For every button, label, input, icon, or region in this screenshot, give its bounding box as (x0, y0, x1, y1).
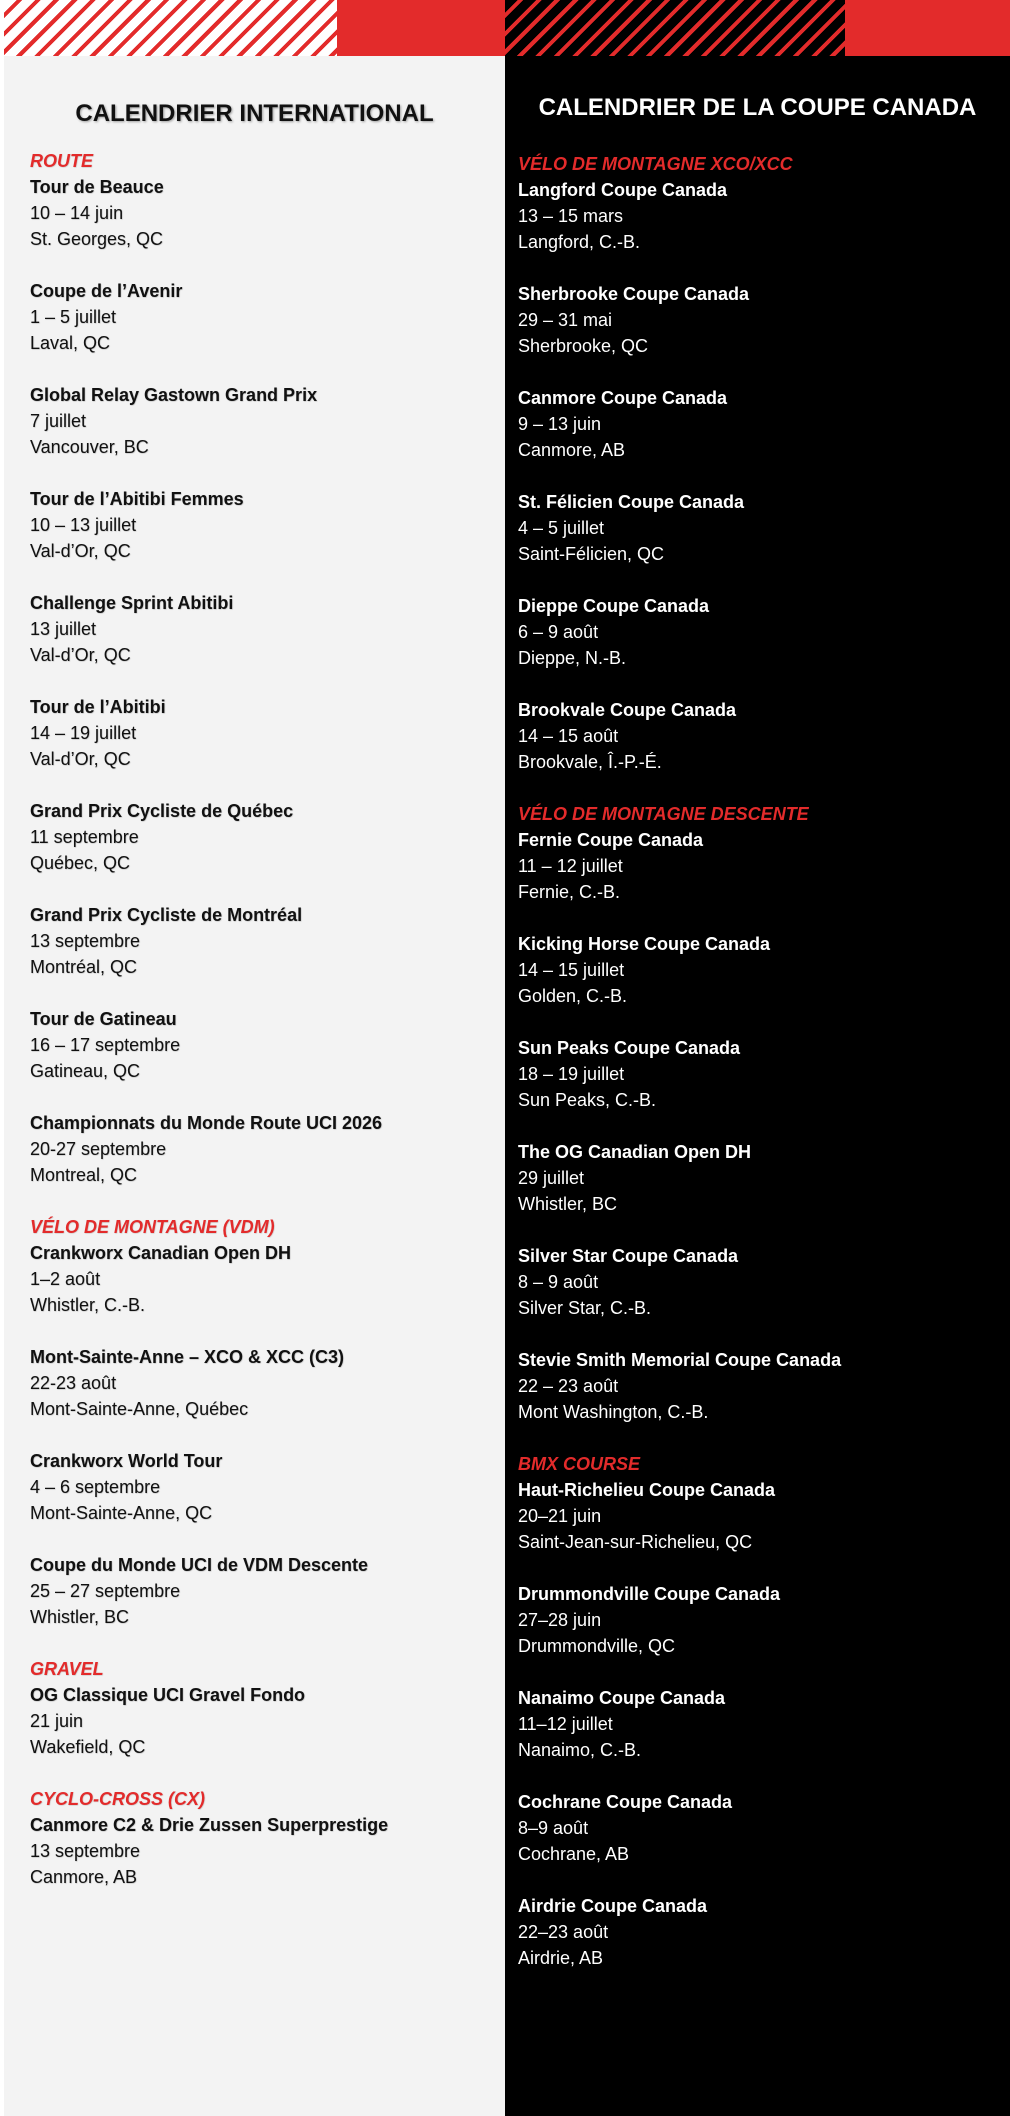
event-location: Vancouver, BC (30, 437, 149, 457)
event-name: Drummondville Coupe Canada (518, 1584, 781, 1604)
event-dates: 20–21 juin (518, 1506, 602, 1526)
decorative-banner-left (4, 0, 505, 56)
event-item (30, 798, 495, 876)
event-dates: 10 – 14 juin (30, 203, 124, 223)
red-block-decoration (337, 0, 505, 56)
international-event-list (30, 148, 495, 1916)
event-location: Mont-Sainte-Anne, QC (30, 1503, 213, 1523)
event-dates: 14 – 15 juillet (518, 960, 625, 980)
event-location: Laval, QC (30, 333, 111, 353)
red-block-decoration (845, 0, 1010, 56)
diagonal-stripes-decoration (4, 0, 337, 56)
event-item (518, 697, 1000, 775)
event-location: Wakefield, QC (30, 1737, 146, 1757)
event-name: Brookvale Coupe Canada (518, 700, 737, 720)
event-dates: 20-27 septembre (30, 1139, 167, 1159)
event-name: Tour de Gatineau (30, 1009, 177, 1029)
event-item (518, 593, 1000, 671)
event-name: Mont-Sainte-Anne – XCO & XCC (C3) (30, 1347, 345, 1367)
category-heading: GRAVEL (30, 1659, 104, 1679)
event-item (30, 174, 495, 252)
canada-cup-title: CALENDRIER DE LA COUPE CANADA (538, 94, 977, 121)
event-location: Dieppe, N.-B. (518, 648, 627, 668)
event-location: Drummondville, QC (518, 1636, 676, 1656)
event-location: Nanaimo, C.-B. (518, 1740, 642, 1760)
category-heading: VÉLO DE MONTAGNE DESCENTE (518, 804, 809, 824)
event-name: Sun Peaks Coupe Canada (518, 1038, 741, 1058)
event-location: Fernie, C.-B. (518, 882, 621, 902)
event-item (30, 278, 495, 356)
event-dates: 8 – 9 août (518, 1272, 599, 1292)
category-heading: ROUTE (30, 151, 93, 171)
event-name: Langford Coupe Canada (518, 180, 728, 200)
event-location: Cochrane, AB (518, 1844, 630, 1864)
event-item (30, 902, 495, 980)
event-name: Stevie Smith Memorial Coupe Canada (518, 1350, 842, 1370)
event-item (30, 590, 495, 668)
event-dates: 29 juillet (518, 1168, 585, 1188)
event-item (518, 177, 1000, 255)
event-location: Val-d’Or, QC (30, 645, 131, 665)
event-dates: 22 – 23 août (518, 1376, 619, 1396)
event-item (518, 1789, 1000, 1867)
event-dates: 1–2 août (30, 1269, 101, 1289)
event-name: Sherbrooke Coupe Canada (518, 284, 750, 304)
event-location: Sherbrooke, QC (518, 336, 649, 356)
event-item (30, 1240, 495, 1318)
event-item (518, 1893, 1000, 1971)
event-dates: 25 – 27 septembre (30, 1581, 181, 1601)
event-dates: 27–28 juin (518, 1610, 602, 1630)
event-name: Kicking Horse Coupe Canada (518, 934, 771, 954)
event-name: Global Relay Gastown Grand Prix (30, 385, 318, 405)
event-name: Canmore Coupe Canada (518, 388, 728, 408)
event-dates: 18 – 19 juillet (518, 1064, 625, 1084)
event-location: Montreal, QC (30, 1165, 138, 1185)
category-heading: CYCLO-CROSS (CX) (30, 1789, 205, 1809)
event-name: Airdrie Coupe Canada (518, 1896, 708, 1916)
event-name: Nanaimo Coupe Canada (518, 1688, 726, 1708)
event-name: Championnats du Monde Route UCI 2026 (30, 1113, 383, 1133)
event-dates: 11 – 12 juillet (518, 856, 623, 876)
event-dates: 29 – 31 mai (518, 310, 613, 330)
event-dates: 4 – 5 juillet (518, 518, 605, 538)
event-item (30, 1006, 495, 1084)
event-name: Grand Prix Cycliste de Montréal (30, 905, 303, 925)
event-dates: 13 septembre (30, 1841, 141, 1861)
event-dates: 14 – 19 juillet (30, 723, 137, 743)
event-location: Whistler, C.-B. (30, 1295, 146, 1315)
decorative-banner-right (505, 0, 1010, 56)
event-location: Montréal, QC (30, 957, 138, 977)
event-dates: 9 – 13 juin (518, 414, 602, 434)
event-dates: 8–9 août (518, 1818, 589, 1838)
event-name: Crankworx Canadian Open DH (30, 1243, 292, 1263)
event-item (30, 1812, 495, 1890)
event-name: Tour de Beauce (30, 177, 164, 197)
event-item (518, 489, 1000, 567)
event-item (518, 1139, 1000, 1217)
event-dates: 22–23 août (518, 1922, 609, 1942)
event-item (30, 382, 495, 460)
event-location: Langford, C.-B. (518, 232, 641, 252)
event-name: Cochrane Coupe Canada (518, 1792, 733, 1812)
category-heading: VÉLO DE MONTAGNE (VDM) (30, 1217, 275, 1237)
event-item (30, 486, 495, 564)
event-item (30, 1682, 495, 1760)
event-name: Tour de l’Abitibi Femmes (30, 489, 244, 509)
event-dates: 13 septembre (30, 931, 141, 951)
event-location: Val-d’Or, QC (30, 541, 131, 561)
event-location: Saint-Félicien, QC (518, 544, 665, 564)
international-title: CALENDRIER INTERNATIONAL (75, 100, 434, 127)
event-item (30, 1552, 495, 1630)
event-location: Canmore, AB (518, 440, 626, 460)
event-item (30, 1344, 495, 1422)
event-item (30, 694, 495, 772)
event-name: Crankworx World Tour (30, 1451, 223, 1471)
event-location: Sun Peaks, C.-B. (518, 1090, 657, 1110)
event-location: Brookvale, Î.-P.-É. (518, 752, 662, 772)
event-name: Silver Star Coupe Canada (518, 1246, 739, 1266)
event-location: Mont Washington, C.-B. (518, 1402, 709, 1422)
event-location: Whistler, BC (518, 1194, 618, 1214)
event-dates: 13 juillet (30, 619, 97, 639)
event-location: Mont-Sainte-Anne, Québec (30, 1399, 249, 1419)
event-item (518, 1685, 1000, 1763)
event-item (518, 827, 1000, 905)
event-item (518, 281, 1000, 359)
event-dates: 21 juin (30, 1711, 84, 1731)
event-name: Tour de l’Abitibi (30, 697, 166, 717)
diagonal-stripes-decoration (505, 0, 845, 56)
event-dates: 11–12 juillet (518, 1714, 613, 1734)
event-item (518, 385, 1000, 463)
event-location: Gatineau, QC (30, 1061, 141, 1081)
event-location: Airdrie, AB (518, 1948, 604, 1968)
event-dates: 1 – 5 juillet (30, 307, 117, 327)
event-name: OG Classique UCI Gravel Fondo (30, 1685, 306, 1705)
event-location: Silver Star, C.-B. (518, 1298, 652, 1318)
event-location: Golden, C.-B. (518, 986, 628, 1006)
event-name: St. Félicien Coupe Canada (518, 492, 745, 512)
event-dates: 14 – 15 août (518, 726, 619, 746)
category-heading: BMX COURSE (518, 1454, 641, 1474)
event-location: Whistler, BC (30, 1607, 130, 1627)
event-item (518, 1347, 1000, 1425)
event-location: Canmore, AB (30, 1867, 138, 1887)
event-name: The OG Canadian Open DH (518, 1142, 752, 1162)
event-name: Canmore C2 & Drie Zussen Superprestige (30, 1815, 389, 1835)
event-name: Grand Prix Cycliste de Québec (30, 801, 294, 821)
canada-cup-column (505, 0, 1010, 2116)
event-item (518, 1243, 1000, 1321)
event-dates: 22-23 août (30, 1373, 117, 1393)
event-item (30, 1448, 495, 1526)
event-item (518, 931, 1000, 1009)
event-name: Coupe du Monde UCI de VDM Descente (30, 1555, 369, 1575)
event-dates: 16 – 17 septembre (30, 1035, 181, 1055)
event-item (518, 1035, 1000, 1113)
event-name: Dieppe Coupe Canada (518, 596, 710, 616)
event-location: Val-d’Or, QC (30, 749, 131, 769)
event-dates: 6 – 9 août (518, 622, 599, 642)
event-item (518, 1581, 1000, 1659)
event-dates: 4 – 6 septembre (30, 1477, 161, 1497)
event-dates: 7 juillet (30, 411, 87, 431)
event-name: Coupe de l’Avenir (30, 281, 183, 301)
event-name: Fernie Coupe Canada (518, 830, 704, 850)
event-location: Québec, QC (30, 853, 131, 873)
event-dates: 11 septembre (30, 827, 139, 847)
event-item (30, 1110, 495, 1188)
canada-cup-event-list (518, 151, 1000, 1997)
event-item (518, 1477, 1000, 1555)
event-location: Saint-Jean-sur-Richelieu, QC (518, 1532, 753, 1552)
event-name: Challenge Sprint Abitibi (30, 593, 234, 613)
event-name: Haut-Richelieu Coupe Canada (518, 1480, 776, 1500)
event-dates: 13 – 15 mars (518, 206, 624, 226)
category-heading: VÉLO DE MONTAGNE XCO/XCC (518, 154, 793, 174)
event-dates: 10 – 13 juillet (30, 515, 137, 535)
event-location: St. Georges, QC (30, 229, 164, 249)
